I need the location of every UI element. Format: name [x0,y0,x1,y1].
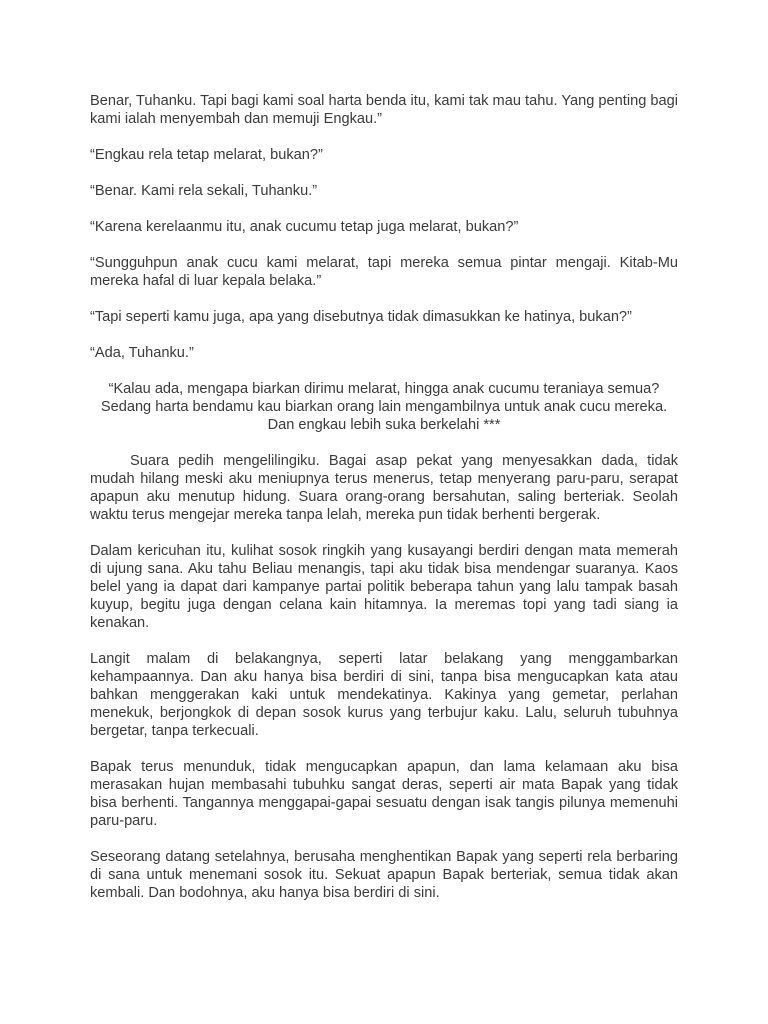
document-page [90,92,678,920]
paragraph-10: Dalam kericuhan itu, kulihat sosok ringkih yang kusayangi berdiri dengan mata memerah di ujung sana. Aku tahu Beliau menangis, tapi aku tidak bisa mendengar suaranya. Kaos belel yang ia dapat dari kampanye partai politik beberapa tahun yang lalu tampak basah kuyup, begitu juga dengan celana kain hitamnya. Ia meremas topi yang tadi siang ia kenakan. [90,543,678,631]
paragraph-5: “Sungguhpun anak cucu kami melarat, tapi mereka semua pintar mengaji. Kitab-Mu mereka hafal di luar kepala belaka.” [90,255,678,289]
paragraph-9: Suara pedih mengelilingiku. Bagai asap pekat yang menyesakkan dada, tidak mudah hilang meski aku meniupnya terus menerus, tetap menyerang paru-paru, serapat apapun aku menutup hidung. Suara orang-orang bersahutan, saling berteriak. Seolah waktu terus mengejar mereka tanpa lelah, mereka pun tidak berhenti bergerak. [90,453,678,523]
paragraph-2: “Engkau rela tetap melarat, bukan?” [90,147,323,163]
paragraph-3: “Benar. Kami rela sekali, Tuhanku.” [90,183,318,199]
paragraph-7: “Ada, Tuhanku.” [90,345,194,361]
paragraph-6: “Tapi seperti kamu juga, apa yang disebutnya tidak dimasukkan ke hatinya, bukan?” [90,309,632,325]
paragraph-8-centered: “Kalau ada, mengapa biarkan dirimu melarat, hingga anak cucumu teraniaya semua? Sedang harta bendamu kau biarkan orang lain mengambilnya untuk anak cucu mereka. Dan engkau lebih suka berkelahi *** [100,381,668,433]
paragraph-1: Benar, Tuhanku. Tapi bagi kami soal harta benda itu, kami tak mau tahu. Yang penting bagi kami ialah menyembah dan memuji Engkau.” [90,93,678,127]
paragraph-13: Seseorang datang setelahnya, berusaha menghentikan Bapak yang seperti rela berbaring di sana untuk menemani sosok itu. Sekuat apapun Bapak berteriak, semua tidak akan kembali. Dan bodohnya, aku hanya bisa berdiri di sini. [90,849,678,901]
paragraph-12: Bapak terus menunduk, tidak mengucapkan apapun, dan lama kelamaan aku bisa merasakan hujan membasahi tubuhku sangat deras, seperti air mata Bapak yang tidak bisa berhenti. Tangannya menggapai-gapai sesuatu dengan isak tangis pilunya memenuhi paru-paru. [90,759,678,829]
paragraph-4: “Karena kerelaanmu itu, anak cucumu tetap juga melarat, bukan?” [90,219,519,235]
paragraph-11: Langit malam di belakangnya, seperti latar belakang yang menggambarkan kehampaannya. Dan aku hanya bisa berdiri di sini, tanpa bisa mengucapkan kata atau bahkan menggerakan kaki untuk mendekatinya. Kakinya yang gemetar, perlahan menekuk, berjongkok di depan sosok kurus yang terbujur kaku. Lalu, seluruh tubuhnya bergetar, tanpa terkecuali. [90,651,678,739]
